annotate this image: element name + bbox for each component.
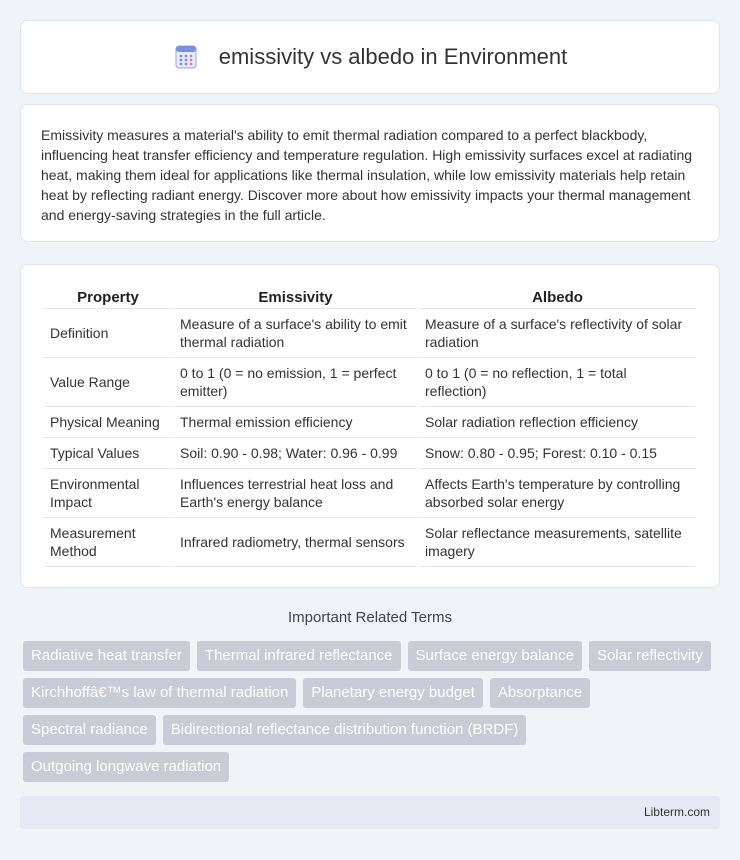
related-term-tag[interactable]: Surface energy balance: [408, 641, 582, 671]
table-row: [44, 518, 696, 567]
row-albedo: 0 to 1 (0 = no reflection, 1 = total reflection): [419, 358, 696, 407]
related-term-tag[interactable]: Spectral radiance: [23, 715, 156, 745]
row-emissivity: Influences terrestrial heat loss and Earth's energy balance: [174, 469, 417, 518]
row-emissivity: Soil: 0.90 - 0.98; Water: 0.96 - 0.99: [174, 438, 417, 469]
related-term-tag[interactable]: Outgoing longwave radiation: [23, 752, 229, 782]
table-row: [44, 358, 696, 407]
related-term-tag[interactable]: Radiative heat transfer: [23, 641, 190, 671]
footer-site-link[interactable]: Libterm.com: [643, 805, 710, 819]
row-emissivity: Measure of a surface's ability to emit thermal radiation: [174, 309, 417, 358]
row-emissivity: 0 to 1 (0 = no emission, 1 = perfect emitter): [174, 358, 417, 407]
row-albedo: Measure of a surface's reflectivity of solar radiation: [419, 309, 696, 358]
header-property: Property: [44, 285, 172, 309]
table-row: [44, 309, 696, 358]
row-property: Environmental Impact: [44, 469, 172, 518]
header-emissivity: Emissivity: [174, 285, 417, 309]
table-header-row: [44, 285, 696, 309]
page-title: emissivity vs albedo in Environment: [218, 44, 568, 69]
comparison-card: [20, 264, 720, 588]
row-property: Measurement Method: [44, 518, 172, 567]
calculator-icon: [173, 44, 199, 70]
intro-text: Emissivity measures a material's ability to emit thermal radiation compared to a perfect blackbody, influencing heat transfer efficiency and temperature regulation. High emissivity surfaces excel at radiating heat, making them ideal for applications like thermal insulation, while low emissivity materials help retain heat by reflecting radiant energy. Discover more about how emissivity impacts your thermal management and energy-saving strategies in the full article.: [41, 127, 693, 223]
table-row: [44, 407, 696, 438]
related-term-tag[interactable]: Absorptance: [490, 678, 590, 708]
row-property: Physical Meaning: [44, 407, 172, 438]
row-emissivity: Infrared radiometry, thermal sensors: [174, 518, 417, 567]
row-albedo: Affects Earth's temperature by controlling absorbed solar energy: [419, 469, 696, 518]
row-albedo: Solar reflectance measurements, satellite imagery: [419, 518, 696, 567]
title-card: [20, 20, 720, 94]
related-term-tag[interactable]: Planetary energy budget: [303, 678, 482, 708]
row-property: Typical Values: [44, 438, 172, 469]
row-property: Value Range: [44, 358, 172, 407]
comparison-table: [42, 285, 698, 567]
related-terms-title: Important Related Terms: [288, 609, 452, 626]
related-term-tag[interactable]: Thermal infrared reflectance: [197, 641, 401, 671]
related-term-tag[interactable]: Solar reflectivity: [589, 641, 711, 671]
row-albedo: Solar radiation reflection efficiency: [419, 407, 696, 438]
header-albedo: Albedo: [419, 285, 696, 309]
row-albedo: Snow: 0.80 - 0.95; Forest: 0.10 - 0.15: [419, 438, 696, 469]
table-row: [44, 438, 696, 469]
intro-card: [20, 104, 720, 242]
row-property: Definition: [44, 309, 172, 358]
row-emissivity: Thermal emission efficiency: [174, 407, 417, 438]
related-term-tag[interactable]: Kirchhoffâ€™s law of thermal radiation: [23, 678, 296, 708]
related-terms-list: [23, 641, 723, 782]
footer: [20, 796, 720, 829]
table-row: [44, 469, 696, 518]
related-term-tag[interactable]: Bidirectional reflectance distribution function (BRDF): [163, 715, 527, 745]
